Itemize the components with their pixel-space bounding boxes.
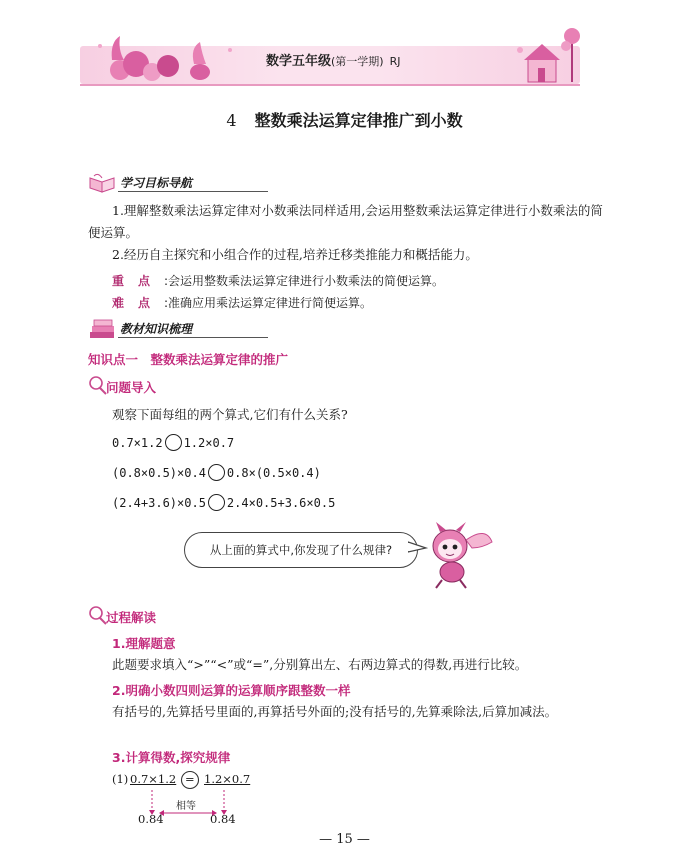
magnifier-icon xyxy=(88,374,108,396)
difficulty-row xyxy=(112,294,372,311)
speech-bubble-text: 从上面的算式中,你发现了什么规律? xyxy=(209,543,393,557)
lesson-number: 4 xyxy=(226,111,237,130)
calculation-diagram xyxy=(112,770,292,830)
expression-row-2 xyxy=(112,464,321,481)
step-1-title: 1.理解题意 xyxy=(112,636,176,651)
lesson-title xyxy=(0,108,689,131)
lesson-title-text: 整数乘法运算定律推广到小数 xyxy=(254,111,463,130)
difficulty-label: 难点 xyxy=(112,296,165,310)
knowledge-point-title: 知识点一 整数乘法运算定律的推广 xyxy=(88,352,289,367)
answer-circle[interactable] xyxy=(208,494,225,511)
knowledge-heading-label: 教材知识梳理 xyxy=(120,322,193,336)
calc-left-expr: 0.7×1.2 xyxy=(130,772,177,786)
expr2-left: (0.8×0.5)×0.4 xyxy=(112,465,206,480)
page-number: — 15 — xyxy=(319,832,370,847)
calc-relation: 相等 xyxy=(176,801,196,812)
header-title xyxy=(266,50,401,69)
calc-left-result: 0.84 xyxy=(138,812,164,826)
intro-heading-label: 问题导入 xyxy=(106,380,157,395)
calc-right-result: 0.84 xyxy=(210,812,236,826)
expr1-left: 0.7×1.2 xyxy=(112,435,163,450)
flower-decoration-icon xyxy=(90,30,240,88)
answer-circle[interactable] xyxy=(208,464,225,481)
speech-bubble xyxy=(184,532,418,568)
expr2-right: 0.8×(0.5×0.4) xyxy=(226,465,321,480)
header-semester: (第一学期) xyxy=(331,55,384,68)
step-3-title: 3.计算得数,探究规律 xyxy=(112,750,231,765)
magnifier-icon xyxy=(88,604,108,626)
header-edition: RJ xyxy=(389,55,401,68)
answer-circle[interactable] xyxy=(165,434,182,451)
key-point-text: :会运用整数乘法运算定律进行小数乘法的简便运算。 xyxy=(164,274,445,288)
page-header xyxy=(80,22,580,72)
step-1-text: 此题要求填入“>”“<”或“=”,分别算出左、右两边算式的得数,再进行比较。 xyxy=(112,657,528,672)
expr1-right: 1.2×0.7 xyxy=(183,435,235,450)
key-point-row xyxy=(112,272,444,289)
process-heading-label: 过程解读 xyxy=(106,610,157,625)
goals-heading-label: 学习目标导航 xyxy=(120,176,193,190)
expr3-left: (2.4+3.6)×0.5 xyxy=(112,495,206,510)
book-stack-icon xyxy=(88,318,118,340)
calc-sign: = xyxy=(185,772,195,786)
intro-question: 观察下面每组的两个算式,它们有什么关系? xyxy=(112,407,348,422)
house-tree-decoration-icon xyxy=(512,22,584,86)
heading-underline xyxy=(118,191,268,192)
expression-row-1 xyxy=(112,434,234,451)
expression-row-3 xyxy=(112,494,335,511)
step-2-text: 有括号的,先算括号里面的,再算括号外面的;没有括号的,先算乘除法,后算加减法。 xyxy=(112,704,558,719)
open-book-icon xyxy=(88,172,118,194)
header-subject: 数学五年级 xyxy=(266,54,332,69)
heading-underline xyxy=(118,337,268,338)
calc-right-expr: 1.2×0.7 xyxy=(204,772,251,786)
expr3-right: 2.4×0.5+3.6×0.5 xyxy=(226,495,336,510)
key-point-label: 重点 xyxy=(112,274,165,288)
calc-index: (1) xyxy=(112,772,129,786)
mascot-character-icon xyxy=(420,520,494,590)
step-2-title: 2.明确小数四则运算的运算顺序跟整数一样 xyxy=(112,683,351,698)
difficulty-text: :准确应用乘法运算定律进行简便运算。 xyxy=(164,296,373,310)
goal-1: 1.理解整数乘法运算定律对小数乘法同样适用,会运用整数乘法运算定律进行小数乘法的简便运算。 xyxy=(88,203,603,240)
goal-2: 2.经历自主探究和小组合作的过程,培养迁移类推能力和概括能力。 xyxy=(112,247,478,262)
